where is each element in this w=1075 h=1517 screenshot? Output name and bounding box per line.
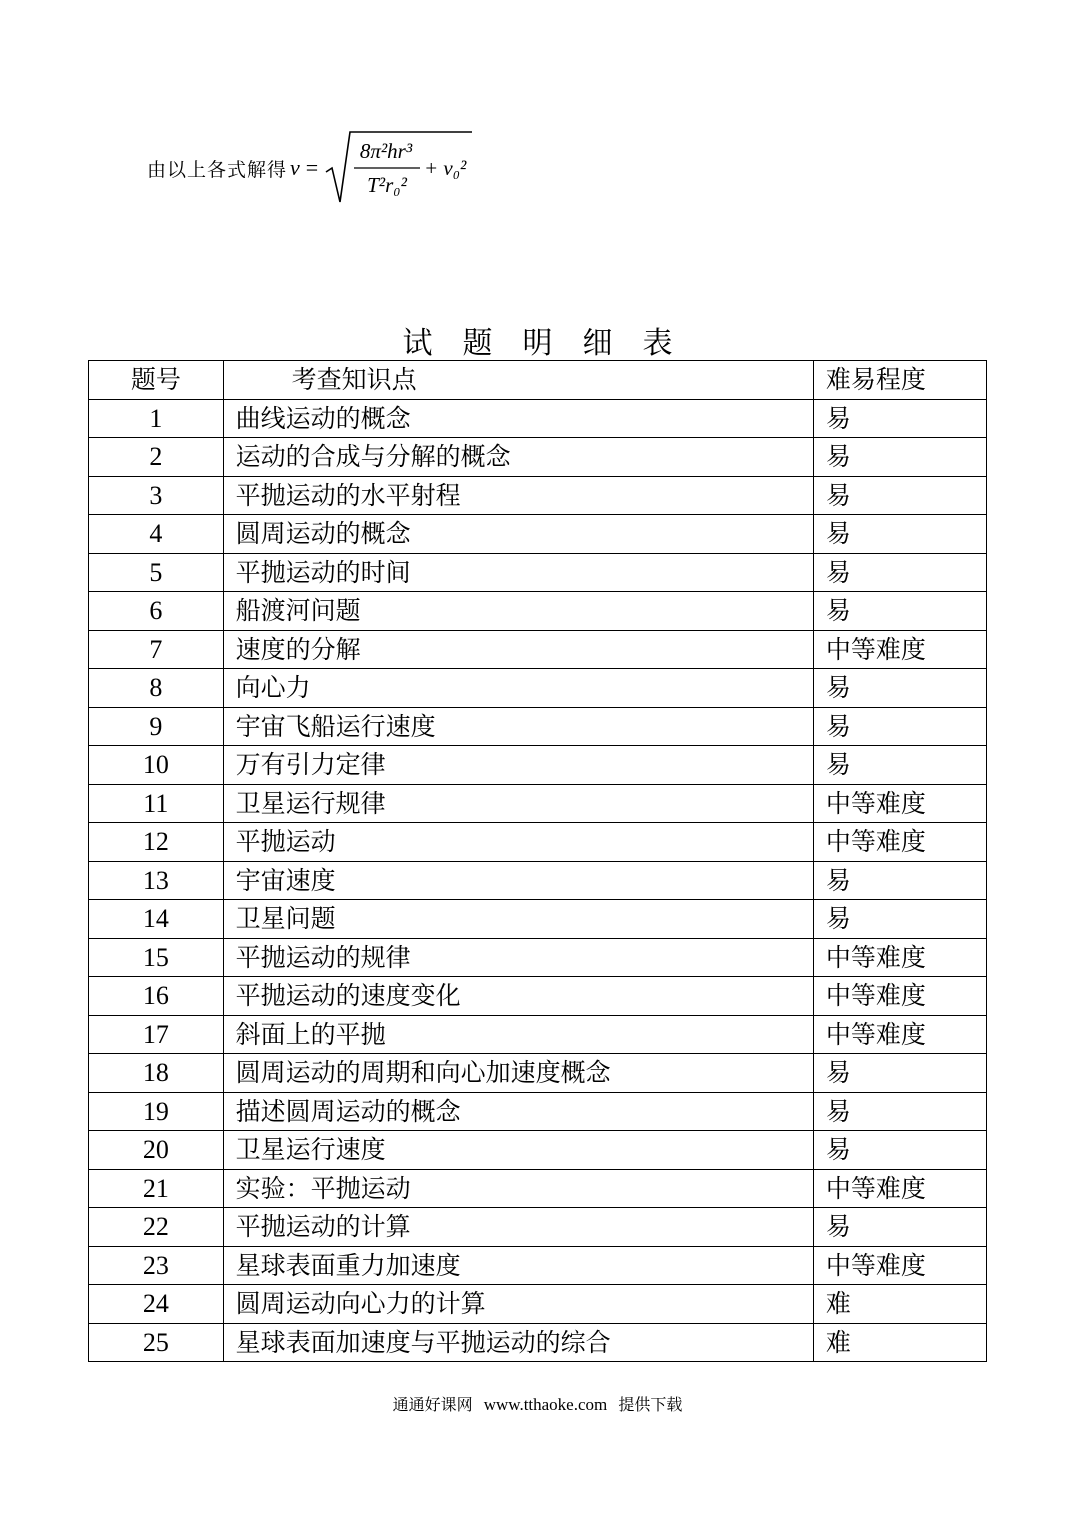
row-topic: 圆周运动的周期和向心加速度概念 [223,1054,813,1093]
table-row [89,476,987,515]
row-difficulty: 中等难度 [813,1246,986,1285]
row-difficulty: 中等难度 [813,823,986,862]
row-difficulty: 中等难度 [813,1015,986,1054]
row-topic: 平抛运动 [223,823,813,862]
table-row [89,823,987,862]
row-difficulty: 难 [813,1285,986,1324]
row-difficulty: 易 [813,1054,986,1093]
row-number: 2 [89,438,224,477]
row-number: 21 [89,1169,224,1208]
table-row [89,900,987,939]
footer-url[interactable]: www.tthaoke.com [483,1395,608,1414]
row-number: 3 [89,476,224,515]
row-topic: 平抛运动的规律 [223,938,813,977]
table-row [89,1323,987,1362]
table-row [89,977,987,1016]
question-details-table [88,360,987,1362]
formula-equals: = [305,155,319,180]
row-difficulty: 易 [813,438,986,477]
row-difficulty: 易 [813,669,986,708]
table-row [89,399,987,438]
table-row [89,438,987,477]
table-row [89,938,987,977]
formula-plus-term: + v₀² [424,156,467,180]
row-difficulty: 中等难度 [813,630,986,669]
row-topic: 船渡河问题 [223,592,813,631]
row-number: 12 [89,823,224,862]
row-topic: 万有引力定律 [223,746,813,785]
table-row [89,1131,987,1170]
table-row [89,707,987,746]
header-difficulty: 难易程度 [813,361,986,400]
row-topic: 曲线运动的概念 [223,399,813,438]
header-topic: 考查知识点 [223,361,813,400]
table-row [89,1054,987,1093]
row-difficulty: 易 [813,1092,986,1131]
table-row [89,861,987,900]
row-number: 4 [89,515,224,554]
row-difficulty: 易 [813,861,986,900]
row-topic: 速度的分解 [223,630,813,669]
row-number: 9 [89,707,224,746]
table-row [89,592,987,631]
table-row [89,1285,987,1324]
formula-numerator: 8π²hr³ [360,139,413,163]
row-number: 20 [89,1131,224,1170]
row-topic: 平抛运动的水平射程 [223,476,813,515]
row-topic: 向心力 [223,669,813,708]
footer-site: 通通好课网 [392,1395,473,1414]
table-row [89,553,987,592]
row-topic: 实验：平抛运动 [223,1169,813,1208]
row-difficulty: 易 [813,746,986,785]
row-difficulty: 易 [813,592,986,631]
row-number: 14 [89,900,224,939]
row-topic: 卫星问题 [223,900,813,939]
row-difficulty: 中等难度 [813,938,986,977]
formula [147,128,474,208]
row-difficulty: 易 [813,476,986,515]
row-number: 19 [89,1092,224,1131]
row-topic: 平抛运动的时间 [223,553,813,592]
row-difficulty: 难 [813,1323,986,1362]
sqrt-expression [324,128,474,208]
row-number: 17 [89,1015,224,1054]
row-number: 11 [89,784,224,823]
row-difficulty: 易 [813,1208,986,1247]
row-topic: 斜面上的平抛 [223,1015,813,1054]
table-row [89,630,987,669]
formula-variable: v [290,155,300,180]
row-number: 22 [89,1208,224,1247]
row-topic: 卫星运行速度 [223,1131,813,1170]
row-number: 1 [89,399,224,438]
row-difficulty: 中等难度 [813,1169,986,1208]
row-difficulty: 中等难度 [813,977,986,1016]
row-number: 25 [89,1323,224,1362]
row-topic: 运动的合成与分解的概念 [223,438,813,477]
row-number: 8 [89,669,224,708]
row-difficulty: 易 [813,1131,986,1170]
row-difficulty: 易 [813,553,986,592]
row-topic: 星球表面重力加速度 [223,1246,813,1285]
table-row [89,1169,987,1208]
row-number: 13 [89,861,224,900]
row-number: 16 [89,977,224,1016]
page-title: 试题明细表 [402,326,703,361]
table-row [89,784,987,823]
header-number: 题号 [89,361,224,400]
row-number: 10 [89,746,224,785]
row-number: 5 [89,553,224,592]
table-row [89,1208,987,1247]
row-difficulty: 易 [813,515,986,554]
table-row [89,746,987,785]
row-topic: 宇宙飞船运行速度 [223,707,813,746]
row-topic: 宇宙速度 [223,861,813,900]
row-topic: 平抛运动的速度变化 [223,977,813,1016]
row-difficulty: 易 [813,707,986,746]
formula-prefix: 由以上各式解得 [147,158,288,181]
row-number: 24 [89,1285,224,1324]
row-difficulty: 中等难度 [813,784,986,823]
table-header-row [89,361,987,400]
table-row [89,515,987,554]
row-difficulty: 易 [813,900,986,939]
row-number: 23 [89,1246,224,1285]
row-topic: 星球表面加速度与平抛运动的综合 [223,1323,813,1362]
row-number: 7 [89,630,224,669]
footer-suffix: 提供下载 [618,1395,683,1414]
row-topic: 平抛运动的计算 [223,1208,813,1247]
formula-denominator: T²r₀² [367,173,408,197]
row-difficulty: 易 [813,399,986,438]
row-number: 18 [89,1054,224,1093]
table-body [89,399,987,1362]
table-row [89,1015,987,1054]
row-number: 6 [89,592,224,631]
row-topic: 圆周运动向心力的计算 [223,1285,813,1324]
table-row [89,1246,987,1285]
row-topic: 描述圆周运动的概念 [223,1092,813,1131]
table-row [89,669,987,708]
row-topic: 圆周运动的概念 [223,515,813,554]
table-row [89,1092,987,1131]
footer [0,1392,1075,1415]
row-number: 15 [89,938,224,977]
row-topic: 卫星运行规律 [223,784,813,823]
